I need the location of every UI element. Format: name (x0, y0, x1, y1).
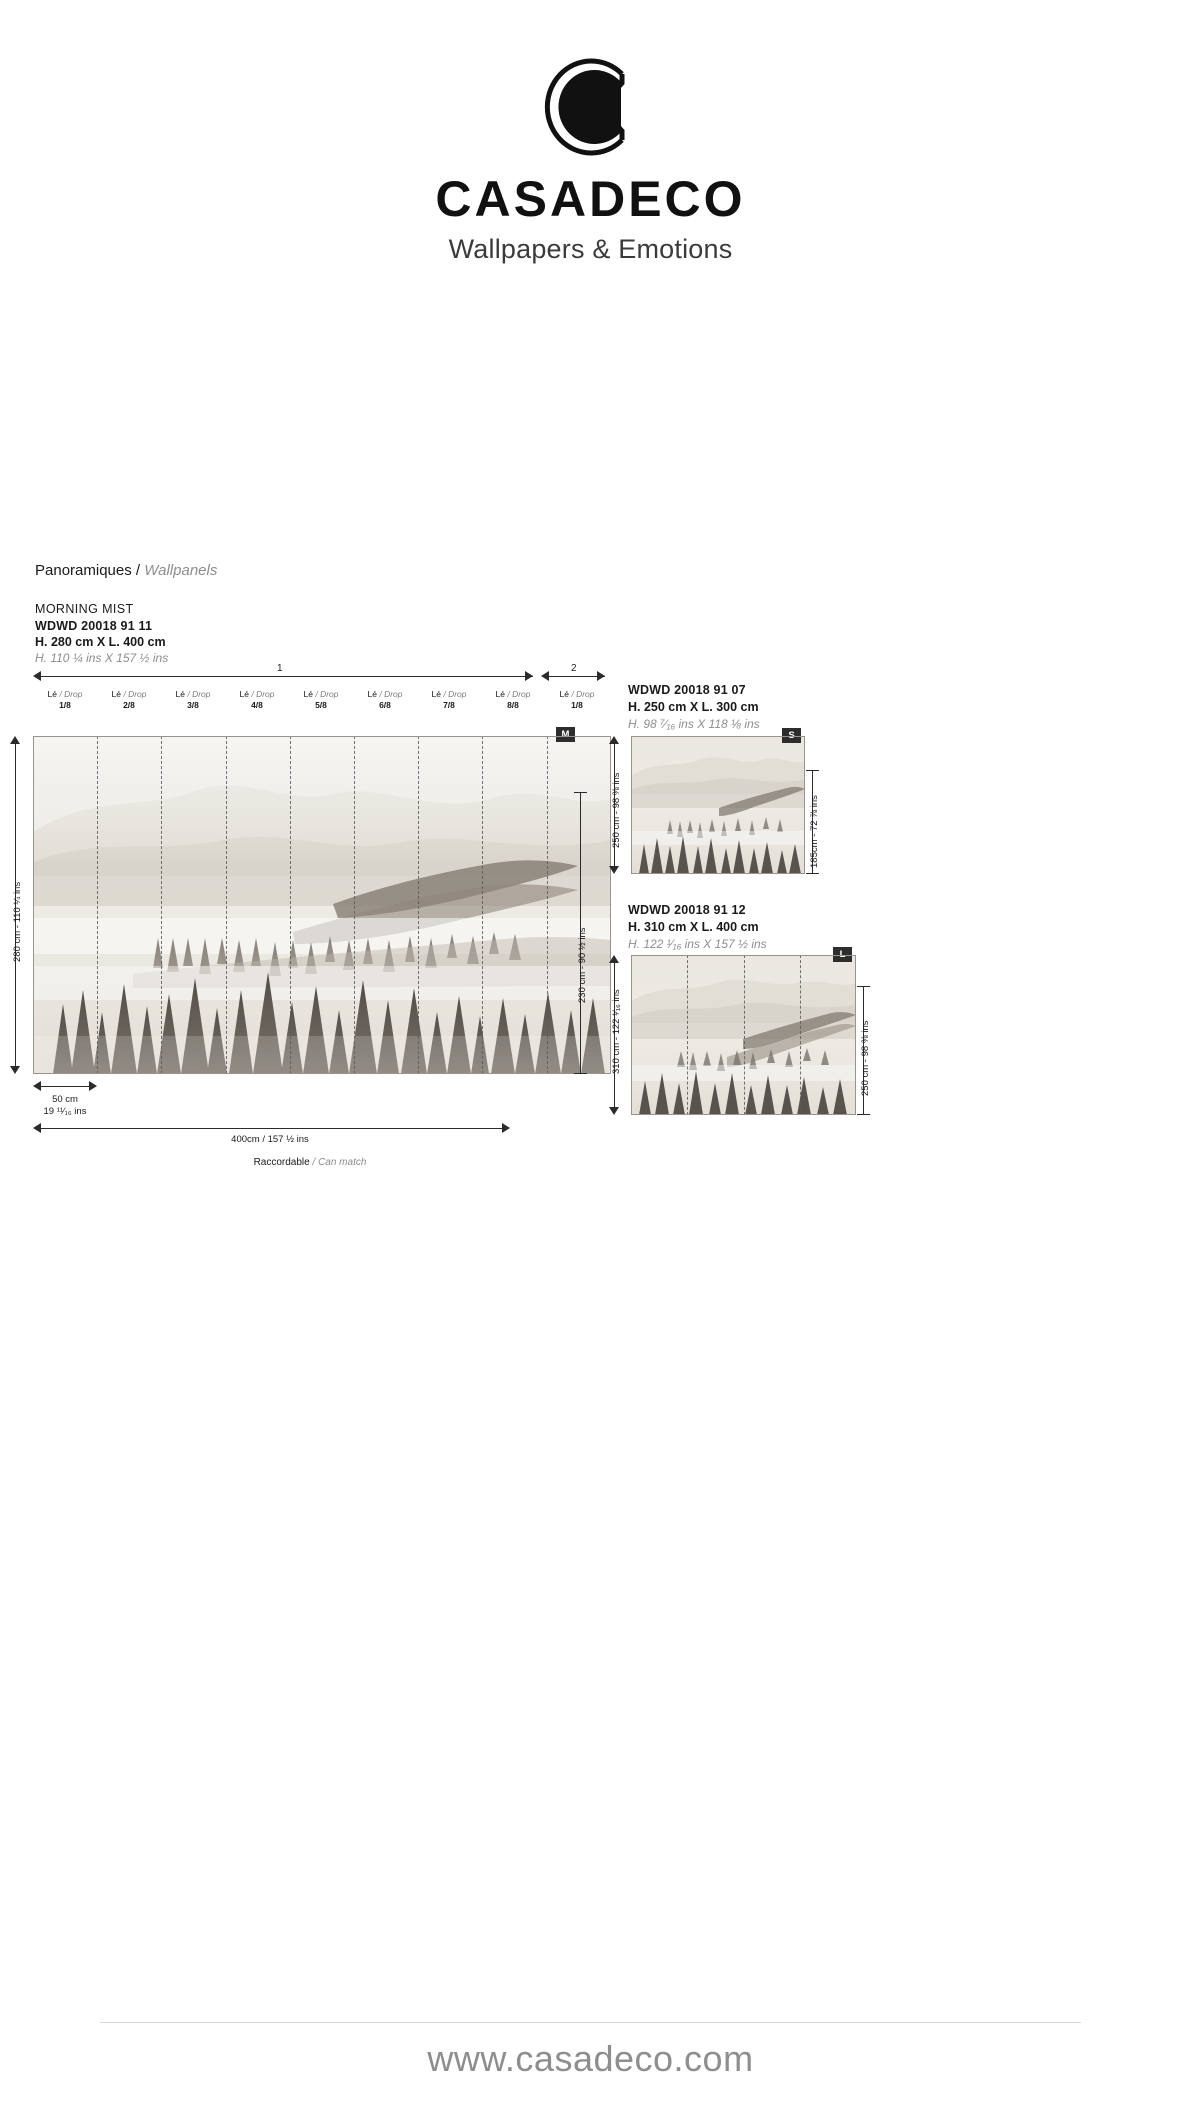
drop-label-fr: Lé (431, 689, 441, 699)
drop-label-fr: Lé (303, 689, 313, 699)
dim-line-drop-width (38, 1086, 92, 1087)
drop-label-en: Drop (64, 689, 83, 699)
drop-label-fr: Lé (175, 689, 185, 699)
drop-label-en: Drop (576, 689, 595, 699)
variant-large-border (631, 955, 856, 1115)
drop-label (225, 689, 289, 710)
panel-seam (161, 736, 162, 1074)
variant-large-dimensions-metric: H. 310 cm X L. 400 cm (628, 919, 759, 934)
drop-label-fr: Lé (239, 689, 249, 699)
dim-tick-top (857, 986, 870, 987)
main-scale-bar (33, 663, 611, 686)
variant-large-dimensions-imperial: H. 122 ¹⁄₁₆ ins X 157 ½ ins (628, 936, 767, 951)
scale-number-2: 2 (571, 663, 577, 674)
drop-label-row (33, 689, 611, 715)
main-width-label: 400cm / 157 ½ ins (231, 1134, 309, 1145)
drop-label-fr: Lé (111, 689, 121, 699)
drop-number: 4/8 (251, 699, 263, 710)
panel-seam (97, 736, 98, 1074)
drop-label-sep: / (59, 689, 62, 699)
variant-large-reference: WDWD 20018 91 12 (628, 903, 746, 917)
drop-label-en: Drop (192, 689, 211, 699)
main-product-dimensions-imperial: H. 110 ¼ ins X 157 ½ ins (35, 650, 169, 665)
section-title-fr: Panoramiques (35, 562, 132, 579)
brand-header (0, 52, 1181, 265)
drop-label-en: Drop (384, 689, 403, 699)
drop-label (161, 689, 225, 710)
scale-arrow-right-1 (525, 671, 533, 681)
drop-label (353, 689, 417, 710)
panel-seam (290, 736, 291, 1074)
drop-number: 8/8 (507, 699, 519, 710)
footer-website-url[interactable]: www.casadeco.com (427, 2038, 754, 2079)
variant-small-height-left: 250 cm - 98 ⅜ ins (611, 772, 622, 848)
drop-label (97, 689, 161, 710)
drop-number: 5/8 (315, 699, 327, 710)
dim-tick-bottom (574, 1073, 587, 1074)
variant-small-info (628, 682, 760, 732)
main-wallpanel-image (33, 736, 611, 1074)
dim-line-total-width (38, 1128, 505, 1129)
dim-arrow-right-drop (89, 1081, 97, 1091)
scale-number-1: 1 (277, 663, 283, 674)
dim-tick-top (806, 770, 819, 771)
main-product-dimensions-metric: H. 280 cm X L. 400 cm (35, 635, 166, 649)
size-badge-s: S (782, 728, 801, 743)
variant-small-border (631, 736, 805, 874)
match-note-fr: Raccordable (253, 1157, 310, 1168)
drop-label-sep: / (443, 689, 446, 699)
drop-label-sep: / (507, 689, 510, 699)
scale-arrow-right-2 (597, 671, 605, 681)
drop-label (481, 689, 545, 710)
drop-label (417, 689, 481, 710)
dim-arrow-down (10, 1066, 20, 1074)
drop-number: 7/8 (443, 699, 455, 710)
dim-arrow-down (609, 1107, 619, 1115)
section-heading (35, 562, 217, 579)
variant-small-reference: WDWD 20018 91 07 (628, 683, 746, 697)
drop-label-sep: / (251, 689, 254, 699)
drop-label-fr: Lé (495, 689, 505, 699)
panel-seam (418, 736, 419, 1074)
drop-label (289, 689, 353, 710)
drop-label-en: Drop (256, 689, 275, 699)
main-product-name: MORNING MIST (35, 602, 134, 616)
brand-tagline: Wallpapers & Emotions (448, 234, 733, 264)
panel-seam (482, 736, 483, 1074)
drop-label (33, 689, 97, 710)
panel-seam (226, 736, 227, 1074)
drop-width-imperial: 19 ¹¹⁄₁₆ ins (43, 1106, 87, 1117)
main-product-info (35, 601, 168, 666)
drop-label (545, 689, 609, 710)
drop-number: 2/8 (123, 699, 135, 710)
variant-large-height-right: 250 cm - 98 ⅜ ins (860, 1020, 871, 1096)
section-separator: / (135, 562, 141, 579)
main-product-reference: WDWD 20018 91 11 (35, 618, 153, 633)
scale-line-segment-1 (39, 676, 533, 677)
dim-arrow-down (609, 866, 619, 874)
drop-label-sep: / (315, 689, 318, 699)
variant-small-height-right: 185cm - 72 ⅞ ins (809, 795, 820, 868)
drop-width-metric: 50 cm (52, 1094, 78, 1105)
drop-label-fr: Lé (47, 689, 57, 699)
match-note (0, 1157, 620, 1168)
drop-number: 1/8 (59, 699, 71, 710)
dim-tick-bottom (806, 873, 819, 874)
section-title-en: Wallpanels (144, 562, 218, 579)
drop-label-sep: / (379, 689, 382, 699)
drop-label-en: Drop (128, 689, 147, 699)
brand-name: CASADECO (435, 171, 746, 227)
drop-number: 6/8 (379, 699, 391, 710)
variant-large-info (628, 902, 767, 952)
drop-label-en: Drop (512, 689, 531, 699)
drop-number: 3/8 (187, 699, 199, 710)
drop-label-fr: Lé (367, 689, 377, 699)
match-note-en: Can match (318, 1157, 367, 1168)
match-note-sep: / (312, 1157, 316, 1168)
variant-large-height-left: 310 cm - 122 ¹⁄₁₆ ins (611, 989, 622, 1074)
panel-seam (354, 736, 355, 1074)
variant-small-dimensions-imperial: H. 98 ⁷⁄₁₆ ins X 118 ⅛ ins (628, 716, 760, 731)
size-badge-m: M (556, 727, 575, 742)
dim-tick-top (574, 792, 587, 793)
morning-mist-artwork (33, 736, 611, 1074)
drop-label-en: Drop (448, 689, 467, 699)
drop-label-sep: / (187, 689, 190, 699)
main-height-label-left: 280 cm - 110 ¼ ins (12, 881, 23, 962)
variant-small-dimensions-metric: H. 250 cm X L. 300 cm (628, 699, 759, 714)
drop-label-fr: Lé (559, 689, 569, 699)
drop-label-en: Drop (320, 689, 339, 699)
drop-label-sep: / (123, 689, 126, 699)
footer-divider (100, 2022, 1081, 2023)
main-height-label-right: 230 cm - 90 ½ ins (577, 927, 588, 1003)
casadeco-c-logo (526, 52, 656, 162)
dim-tick-bottom (857, 1114, 870, 1115)
dim-arrow-right-width (502, 1123, 510, 1133)
size-badge-l: L (833, 947, 852, 962)
drop-number: 1/8 (571, 699, 583, 710)
drop-label-sep: / (571, 689, 574, 699)
panel-seam (547, 736, 548, 1074)
